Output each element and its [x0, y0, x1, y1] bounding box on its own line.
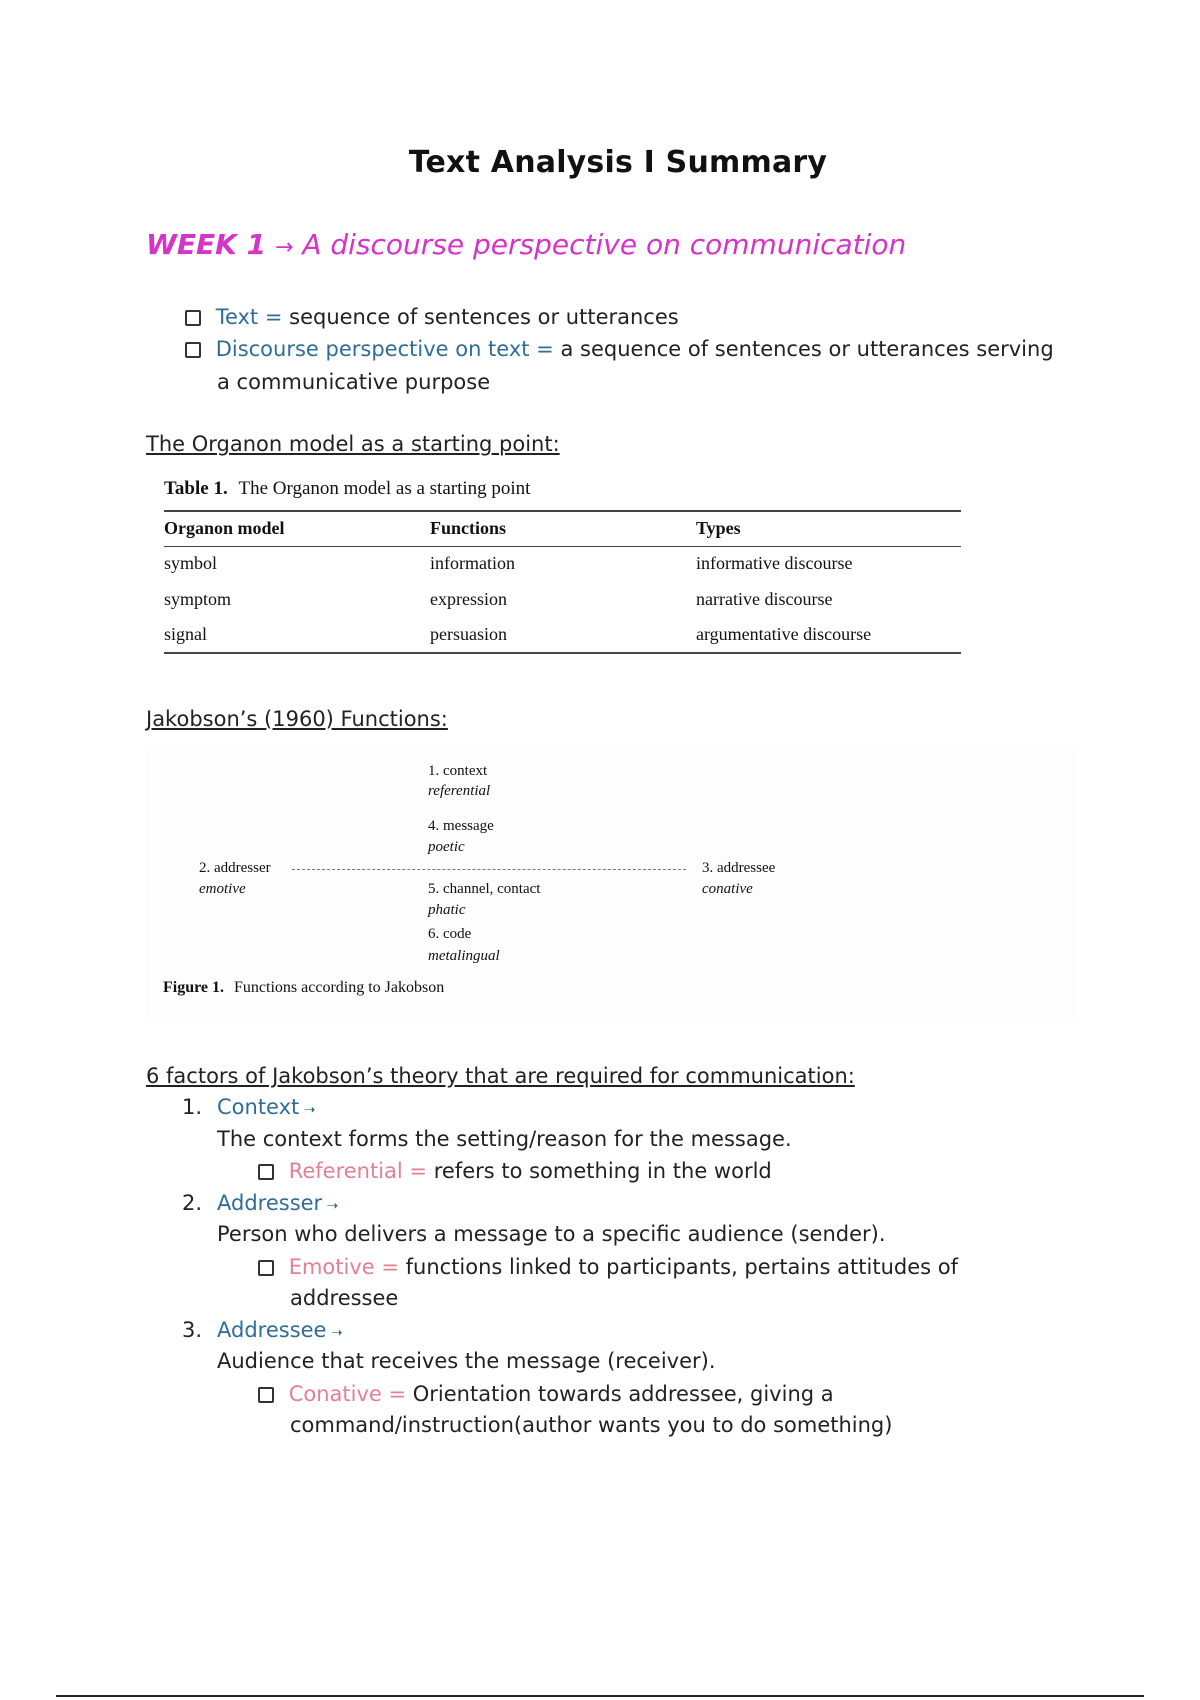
list-number: 1. [182, 1095, 203, 1119]
factor-name: Context [217, 1095, 300, 1119]
table-cell: persuasion [430, 624, 507, 644]
checkbox-icon[interactable] [258, 1164, 274, 1180]
organon-heading: The Organon model as a starting point: [146, 432, 560, 456]
sub-term: Emotive [288, 1255, 375, 1279]
figure-fn-referential [428, 783, 490, 800]
factor-desc: Person who delivers a message to a specific audience (sender). [217, 1222, 886, 1246]
arrow-icon: ➝ [322, 1198, 339, 1214]
table-cell: signal [164, 624, 207, 644]
table-cell: information [430, 553, 515, 573]
sub-term: Referential [288, 1159, 403, 1183]
bullet-text [185, 305, 679, 329]
figure-label-addresser: 2. addresser [199, 860, 271, 876]
sub-definition: refers to something in the world [433, 1159, 772, 1183]
table-header-cell: Organon model [164, 518, 285, 538]
table-cell: expression [430, 589, 507, 609]
checkbox-icon[interactable] [258, 1260, 274, 1276]
figure-label-message: 4. message [428, 818, 494, 834]
table-caption [164, 478, 530, 500]
figure-caption-label: Figure 1. [163, 979, 225, 996]
checkbox-icon[interactable] [185, 310, 201, 326]
figure-fn-conative [702, 881, 753, 898]
equals-sign: = [529, 337, 561, 361]
figure-fn-text: conative [702, 881, 753, 897]
factor-addresser [217, 1191, 338, 1215]
table-header-cell: Functions [430, 518, 507, 538]
sub-definition: functions linked to participants, pertains attitudes of [405, 1255, 958, 1279]
jakobson-heading: Jakobson’s (1960) Functions: [146, 707, 448, 731]
table-caption-text: The Organon model as a starting point [238, 478, 531, 499]
factor-name: Addresser [217, 1191, 323, 1215]
week-topic: A discourse perspective on communication [302, 228, 907, 261]
figure-label-addressee: 3. addressee [702, 860, 776, 876]
bullet-definition: a sequence of sentences or utterances serving [560, 337, 1054, 361]
figure-label-context: 1. context [428, 763, 488, 779]
figure-dashed-line [292, 869, 686, 870]
bullet-discourse [185, 337, 1054, 361]
page-title: Text Analysis I Summary [408, 145, 828, 180]
factor-sub-item [258, 1382, 834, 1406]
figure-fn-text: phatic [428, 902, 466, 918]
table-cell: informative discourse [696, 553, 853, 573]
equals-sign: = [374, 1255, 406, 1279]
arrow-icon: ➝ [326, 1325, 343, 1341]
factor-name: Addressee [217, 1318, 327, 1342]
bullet-definition-cont: a communicative purpose [217, 370, 491, 394]
sub-term: Conative [288, 1382, 382, 1406]
factors-heading: 6 factors of Jakobson’s theory that are required for communication: [146, 1064, 855, 1088]
equals-sign: = [381, 1382, 413, 1406]
sub-definition: Orientation towards addressee, giving a [412, 1382, 834, 1406]
table-cell: narrative discourse [696, 589, 833, 609]
figure-fn-text: referential [428, 783, 491, 799]
equals-sign: = [258, 305, 290, 329]
table-cell: argumentative discourse [696, 624, 872, 644]
checkbox-icon[interactable] [258, 1387, 274, 1403]
table-top-rule [164, 510, 961, 512]
factor-desc: The context forms the setting/reason for the message. [217, 1127, 792, 1151]
bullet-definition: sequence of sentences or utterances [289, 305, 679, 329]
figure-fn-emotive [199, 881, 246, 898]
table-cell: symbol [164, 553, 218, 573]
table-bottom-rule [164, 652, 961, 654]
bullet-term: Text [215, 305, 259, 329]
figure-fn-metalingual [428, 948, 500, 965]
table-header-cell: Types [696, 518, 741, 538]
figure-label-code: 6. code [428, 926, 472, 942]
sub-definition-cont: addressee [290, 1286, 399, 1310]
figure-fn-poetic [428, 839, 465, 856]
sub-definition-cont: command/instruction(author wants you to do something) [290, 1413, 893, 1437]
bullet-term: Discourse perspective on text [215, 337, 530, 361]
table-header-rule [164, 546, 961, 547]
figure-fn-phatic [428, 902, 466, 919]
table-caption-label: Table 1. [164, 478, 228, 499]
week-label: WEEK 1 [146, 228, 267, 261]
week-heading [146, 228, 906, 261]
checkbox-icon[interactable] [185, 342, 201, 358]
figure-fn-text: emotive [199, 881, 246, 897]
list-number: 2. [182, 1191, 203, 1215]
factor-context [217, 1095, 315, 1119]
factor-sub-item [258, 1159, 772, 1183]
figure-fn-text: poetic [428, 839, 465, 855]
factor-addressee [217, 1318, 343, 1342]
equals-sign: = [402, 1159, 434, 1183]
figure-caption-text: Functions according to Jakobson [234, 979, 445, 996]
factor-sub-item [258, 1255, 958, 1279]
page-bottom-rule [56, 1695, 1144, 1697]
figure-fn-text: metalingual [428, 948, 500, 964]
arrow-icon: ➝ [299, 1102, 316, 1118]
table-cell: symptom [164, 589, 232, 609]
list-number: 3. [182, 1318, 203, 1342]
figure-caption [163, 979, 444, 997]
factor-desc: Audience that receives the message (receiver). [217, 1349, 716, 1373]
arrow-icon: → [274, 235, 294, 260]
figure-label-channel: 5. channel, contact [428, 881, 541, 897]
